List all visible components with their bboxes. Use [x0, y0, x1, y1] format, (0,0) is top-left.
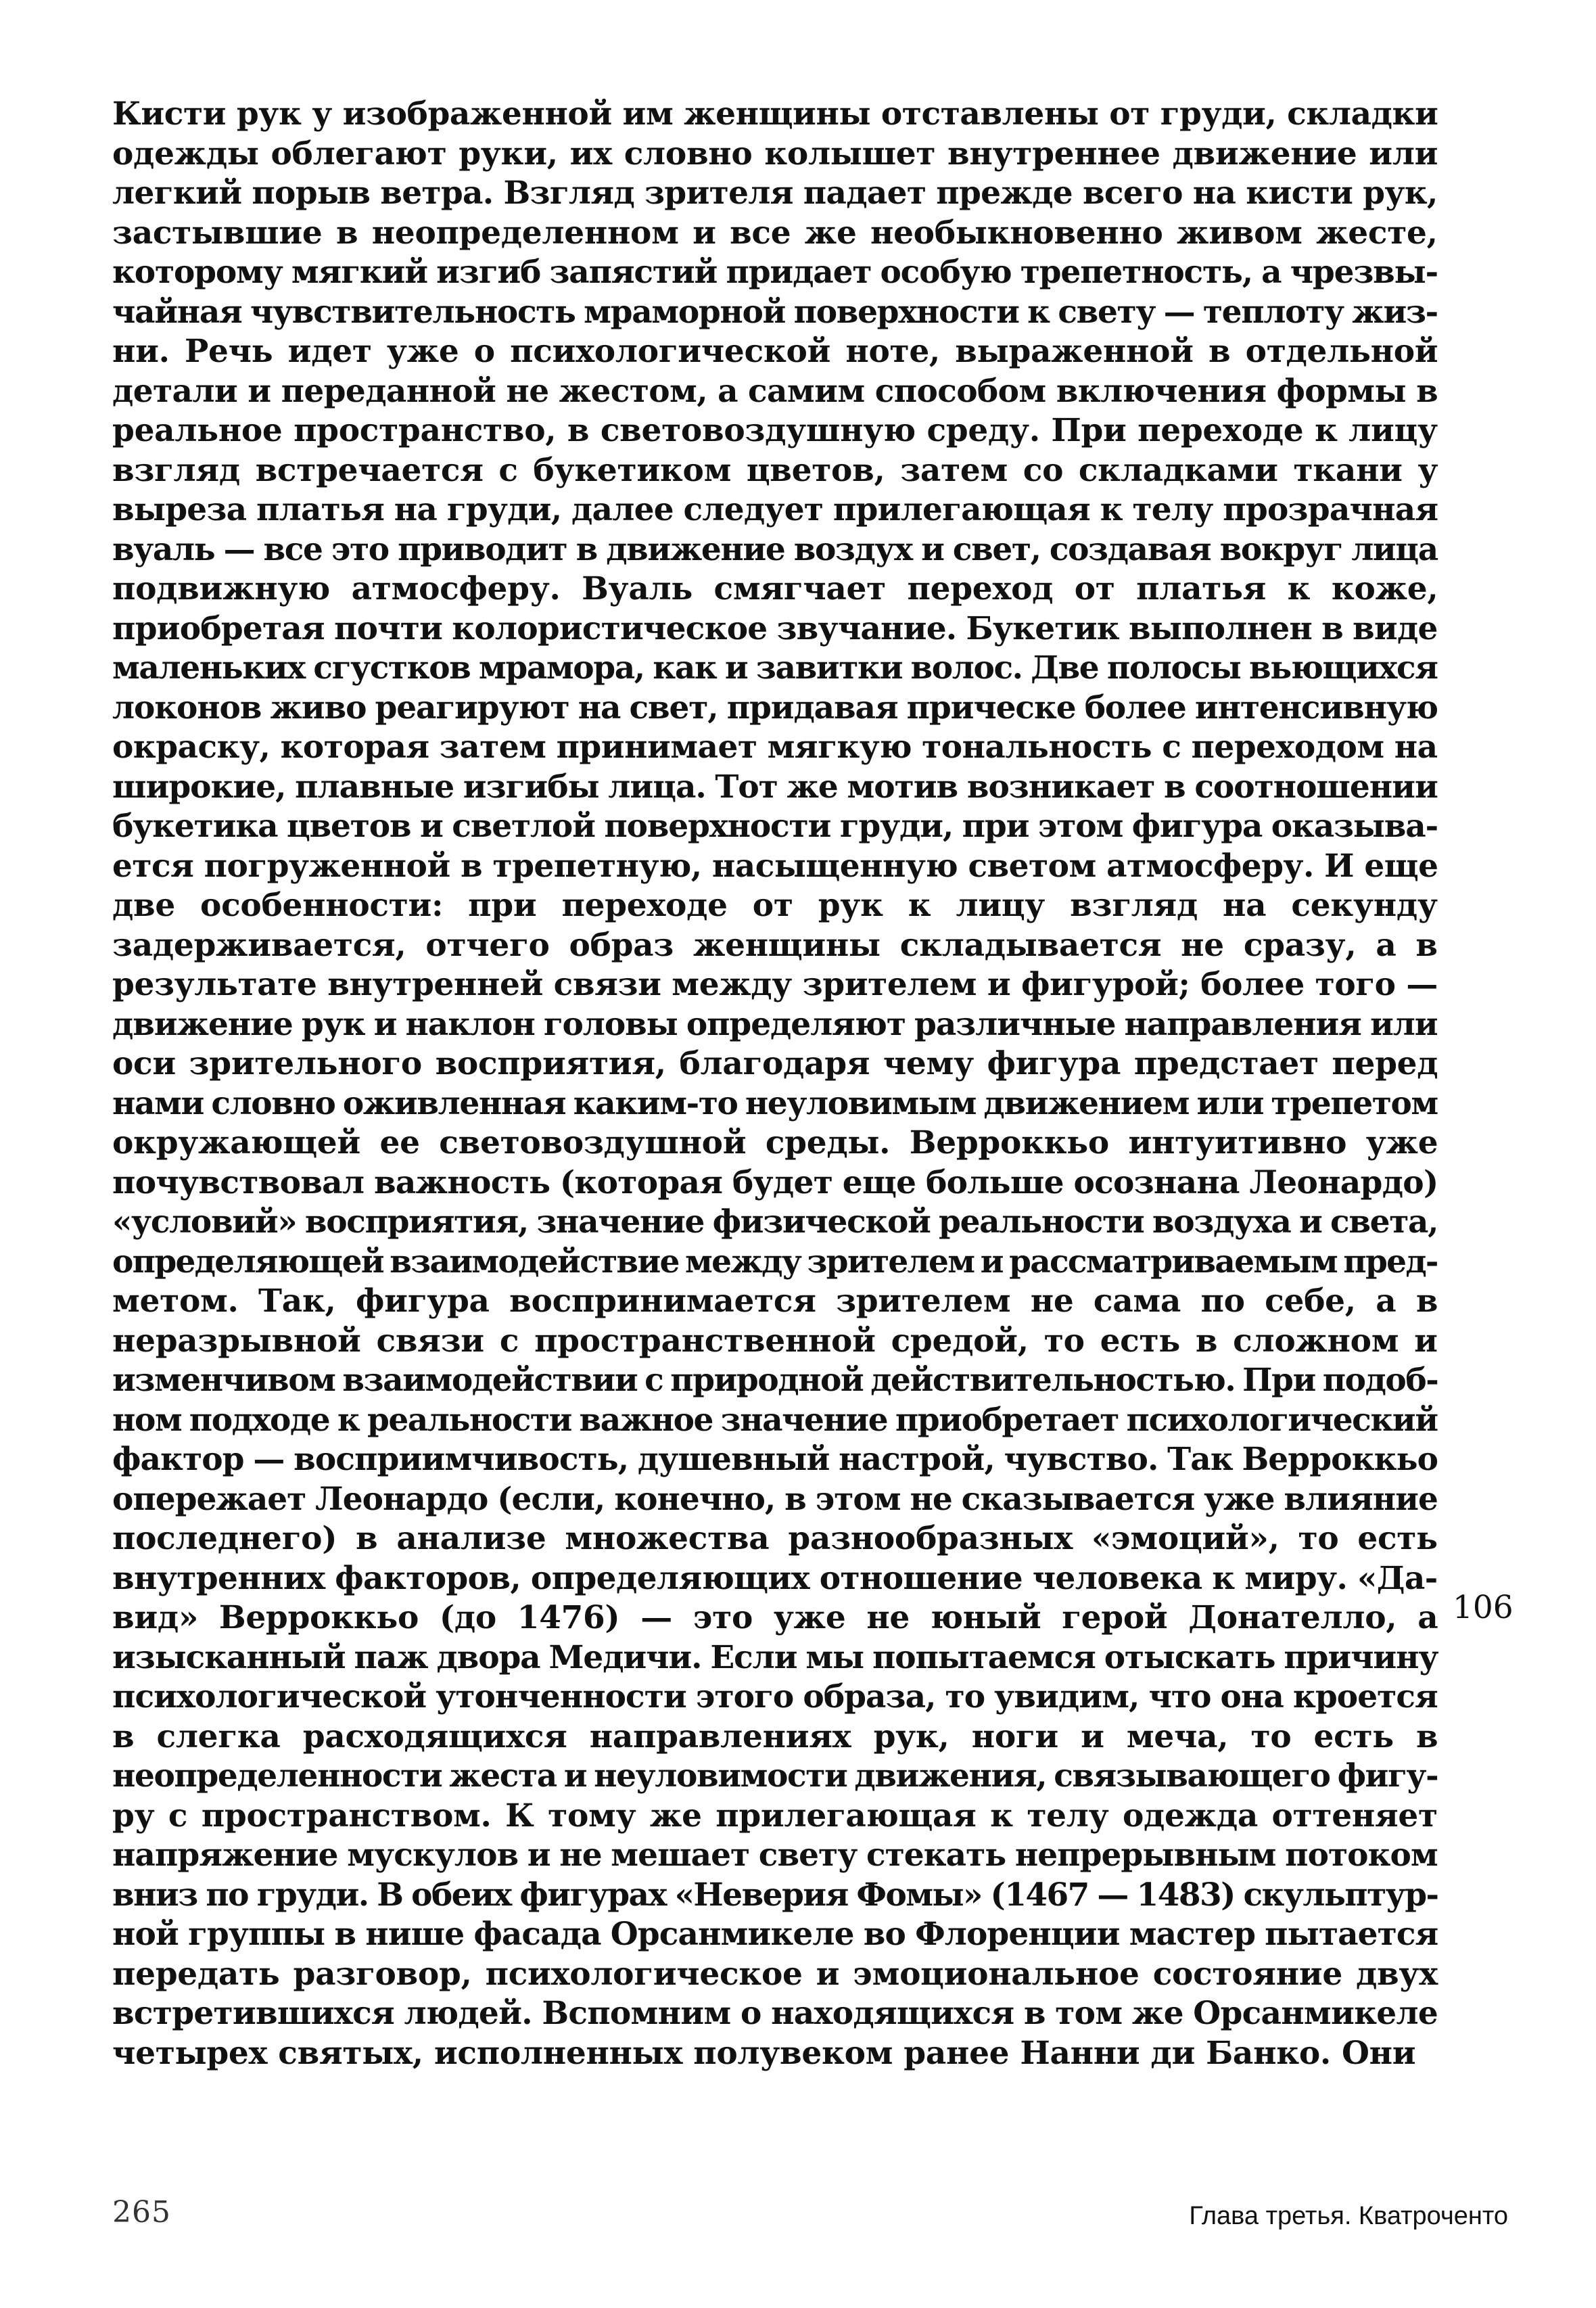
text-line: ется погруженной в трепетную, насыщенную светом атмосферу. И еще [112, 847, 1438, 885]
text-line: психологической утонченности этого образа, то увидим, что она кроется [112, 1678, 1438, 1715]
text-line: внутренних факторов, определяющих отношение человека к миру. «Да- [112, 1559, 1438, 1597]
text-line: фактор — восприимчивость, душевный настрой, чувство. Так Верроккьо [112, 1441, 1438, 1478]
text-line: широкие, плавные изгибы лица. Тот же мотив возникает в соотношении [112, 768, 1438, 806]
text-line: нами словно оживленная каким-то неуловимым движением или трепетом [112, 1084, 1438, 1122]
text-line: вуаль — все это приводит в движение воздух и свет, создавая вокруг лица [112, 530, 1438, 568]
text-line: взгляд встречается с букетиком цветов, затем со складками ткани у [112, 451, 1438, 489]
text-line: маленьких сгустков мрамора, как и завитки волос. Две полосы вьющихся [112, 649, 1438, 687]
text-line: четырех святых, исполненных полувеком ранее Нанни ди Банко. Они [112, 2034, 1416, 2072]
text-line: последнего) в анализе множества разнообразных «эмоций», то есть [112, 1520, 1438, 1557]
text-line: результате внутренней связи между зрителем и фигурой; более того — [112, 966, 1438, 1003]
text-line: которому мягкий изгиб запястий придает особую трепетность, а чрезвы- [112, 254, 1438, 291]
text-line: ной группы в нише фасада Орсанмикеле во Флоренции мастер пытается [112, 1916, 1438, 1953]
text-line: изысканный паж двора Медичи. Если мы попытаемся отыскать причину [112, 1638, 1438, 1676]
text-line: опережает Леонардо (если, конечно, в этом не сказывается уже влияние [112, 1480, 1438, 1518]
text-line: движение рук и наклон головы определяют различные направления или [112, 1005, 1438, 1043]
text-line: букетика цветов и светлой поверхности груди, при этом фигура оказыва- [112, 808, 1438, 845]
text-line: вид» Верроккьо (до 1476) — это уже не юный герой Донателло, а [112, 1599, 1438, 1636]
text-line: окраску, которая затем принимает мягкую тональность с переходом на [112, 729, 1438, 766]
text-line: изменчивом взаимодействии с природной действительностью. При подоб- [112, 1362, 1438, 1399]
text-line: легкий порыв ветра. Взгляд зрителя падает прежде всего на кисти рук, [112, 175, 1438, 212]
text-line: неопределенности жеста и неуловимости движения, связывающего фигу- [112, 1757, 1438, 1795]
text-line: подвижную атмосферу. Вуаль смягчает переход от платья к коже, [112, 570, 1438, 607]
text-line: Кисти рук у изображенной им женщины отставлены от груди, складки [112, 95, 1438, 133]
text-line: оси зрительного восприятия, благодаря чему фигура предстает перед [112, 1045, 1438, 1082]
text-line: реальное пространство, в световоздушную среду. При переходе к лицу [112, 412, 1438, 449]
text-line: напряжение мускулов и не мешает свету стекать непрерывным потоком [112, 1837, 1438, 1874]
text-line: ни. Речь идет уже о психологической ноте, выраженной в отдельной [112, 333, 1438, 370]
text-line: приобретая почти колористическое звучание. Букетик выполнен в виде [112, 609, 1438, 647]
text-line: одежды облегают руки, их словно колышет внутреннее движение или [112, 135, 1438, 172]
text-line: ру с пространством. К тому же прилегающая к телу одежда оттеняет [112, 1797, 1438, 1834]
margin-illustration-number: 106 [1453, 1589, 1513, 1626]
text-line: локонов живо реагируют на свет, придавая прическе более интенсивную [112, 689, 1438, 726]
text-line: «условий» восприятия, значение физической реальности воздуха и света, [112, 1203, 1438, 1241]
text-line: выреза платья на груди, далее следует прилегающая к телу прозрачная [112, 491, 1438, 528]
text-line: почувствовал важность (которая будет еще больше осознана Леонардо) [112, 1163, 1438, 1201]
text-line: метом. Так, фигура воспринимается зрителем не сама по себе, а в [112, 1283, 1438, 1320]
text-line: ном подходе к реальности важное значение приобретает психологический [112, 1401, 1438, 1439]
text-line: задерживается, отчего образ женщины складывается не сразу, а в [112, 926, 1438, 964]
body-text [112, 95, 1438, 2073]
text-line: встретившихся людей. Вспомним о находящихся в том же Орсанмикеле [112, 1995, 1438, 2032]
text-line: окружающей ее световоздушной среды. Верроккьо интуитивно уже [112, 1124, 1438, 1161]
text-line: определяющей взаимодействие между зрителем и рассматриваемым пред- [112, 1243, 1438, 1280]
text-line: детали и переданной не жестом, а самим способом включения формы в [112, 372, 1438, 410]
text-line: вниз по груди. В обеих фигурах «Неверия Фомы» (1467 — 1483) скульптур- [112, 1876, 1438, 1914]
text-line: в слегка расходящихся направлениях рук, ноги и меча, то есть в [112, 1717, 1438, 1755]
text-line: застывшие в неопределенном и все же необыкновенно живом жесте, [112, 214, 1438, 252]
page-number: 265 [112, 2195, 171, 2230]
running-title: Глава третья. Кватроченто [1189, 2202, 1508, 2230]
text-line: неразрывной связи с пространственной средой, то есть в сложном и [112, 1322, 1438, 1360]
text-line: чайная чувствительность мраморной поверхности к свету — теплоту жиз- [112, 293, 1438, 331]
text-line: передать разговор, психологическое и эмоциональное состояние двух [112, 1955, 1438, 1993]
text-line: две особенности: при переходе от рук к лицу взгляд на секунду [112, 887, 1438, 924]
